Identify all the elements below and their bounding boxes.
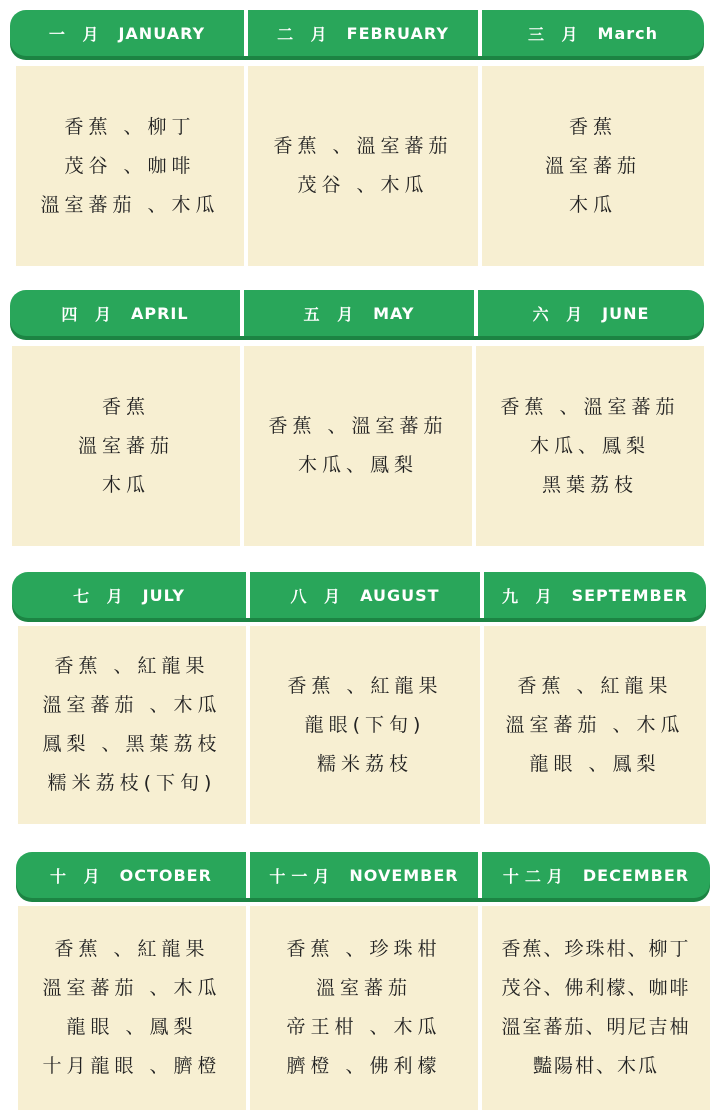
- month-cell-may: [244, 346, 472, 546]
- fruit-line: 香蕉 、紅龍果: [54, 938, 210, 960]
- fruit-line: 香蕉 、溫室蕃茄: [500, 395, 680, 418]
- fruit-line: 溫室蕃茄 、木瓜: [40, 193, 220, 216]
- month-en: JULY: [142, 585, 185, 605]
- month-cell-december: [482, 906, 710, 1110]
- month-cell-february: [248, 66, 478, 266]
- month-header: [10, 10, 244, 56]
- month-zh: 八 月: [290, 586, 347, 606]
- fruit-line: 溫室蕃茄: [544, 154, 641, 177]
- fruit-line: 香蕉 、珍珠柑: [286, 938, 442, 960]
- month-zh: 一 月: [48, 24, 105, 44]
- fruit-line: 糯米荔枝: [316, 752, 413, 775]
- header-bar: [16, 852, 710, 898]
- fruit-line: 溫室蕃茄: [315, 977, 412, 999]
- month-en: APRIL: [131, 303, 189, 323]
- fruit-line: 木瓜、鳳梨: [529, 434, 650, 457]
- month-header: [16, 852, 246, 898]
- month-header: [482, 10, 704, 56]
- month-cell-november: [250, 906, 478, 1110]
- month-header: [12, 572, 246, 618]
- fruit-line: 鳳梨 、黑葉荔枝: [42, 733, 222, 755]
- fruit-line: 香蕉 、紅龍果: [54, 655, 210, 677]
- fruit-line: 溫室蕃茄: [77, 434, 174, 457]
- month-cell-october: [18, 906, 246, 1110]
- fruit-line: 香蕉: [568, 115, 617, 138]
- month-header: [250, 572, 480, 618]
- fruit-line: 香蕉 、柳丁: [64, 115, 196, 138]
- fruit-line: 溫室蕃茄 、木瓜: [505, 713, 685, 736]
- fruit-line: 龍眼 、鳳梨: [529, 752, 661, 775]
- month-zh: 六 月: [532, 304, 589, 324]
- month-header: [248, 10, 478, 56]
- month-zh: 四 月: [61, 304, 117, 324]
- fruit-line: 溫室蕃茄 、木瓜: [42, 694, 222, 716]
- month-en: SEPTEMBER: [571, 585, 688, 605]
- header-bar: [10, 10, 704, 56]
- fruit-line: 茂谷 、木瓜: [297, 174, 429, 196]
- month-en: JUNE: [602, 303, 650, 323]
- month-cell-september: [484, 626, 706, 824]
- month-zh: 九 月: [502, 586, 558, 606]
- fruit-line: 龍眼(下旬): [304, 713, 426, 736]
- fruit-line: 香蕉 、溫室蕃茄: [268, 415, 448, 437]
- fruit-line: 溫室蕃茄 、木瓜: [42, 977, 222, 999]
- fruit-line: 茂谷、佛利檬、咖啡: [501, 977, 691, 999]
- fruit-line: 香蕉 、紅龍果: [287, 674, 443, 697]
- fruit-line: 臍橙 、佛利檬: [286, 1055, 442, 1077]
- fruit-line: 溫室蕃茄、明尼吉柚: [501, 1016, 691, 1038]
- header-bar: [12, 572, 706, 618]
- month-en: JANUARY: [118, 23, 206, 43]
- fruit-line: 香蕉 、溫室蕃茄: [273, 135, 453, 157]
- fruit-line: 木瓜: [568, 193, 617, 216]
- month-cell-march: [482, 66, 704, 266]
- month-en: NOVEMBER: [349, 865, 459, 885]
- month-header: [10, 290, 240, 336]
- month-en: March: [597, 23, 659, 43]
- month-header: [482, 852, 710, 898]
- month-zh: 五 月: [303, 304, 360, 324]
- month-zh: 十一月: [269, 866, 336, 886]
- fruit-line: 十月龍眼 、臍橙: [42, 1055, 222, 1077]
- fruit-line: 香蕉 、紅龍果: [517, 674, 673, 697]
- header-bar: [10, 290, 704, 336]
- fruit-line: 糯米荔枝(下旬): [47, 772, 217, 794]
- month-en: FEBRUARY: [346, 23, 449, 43]
- month-zh: 十二月: [502, 866, 569, 886]
- month-zh: 十 月: [50, 866, 106, 886]
- month-cell-april: [12, 346, 240, 546]
- fruit-line: 香蕉、珍珠柑、柳丁: [501, 938, 691, 960]
- month-header: [244, 290, 474, 336]
- fruit-line: 木瓜: [101, 473, 150, 496]
- month-header: [478, 290, 704, 336]
- month-cell-july: [18, 626, 246, 824]
- month-en: AUGUST: [360, 585, 440, 605]
- month-header: [250, 852, 478, 898]
- month-zh: 七 月: [73, 586, 129, 606]
- fruit-line: 豔陽柑、木瓜: [532, 1055, 659, 1077]
- month-zh: 二 月: [277, 24, 333, 44]
- fruit-line: 帝王柑 、木瓜: [286, 1016, 442, 1038]
- month-en: OCTOBER: [119, 865, 212, 885]
- month-header: [484, 572, 706, 618]
- month-en: DECEMBER: [582, 865, 690, 885]
- fruit-line: 木瓜、鳳梨: [297, 454, 418, 476]
- month-en: MAY: [373, 303, 415, 323]
- fruit-line: 黑葉荔枝: [541, 473, 638, 496]
- month-cell-june: [476, 346, 704, 546]
- fruit-line: 龍眼 、鳳梨: [66, 1016, 198, 1038]
- month-cell-august: [250, 626, 480, 824]
- month-zh: 三 月: [527, 24, 584, 44]
- fruit-line: 茂谷 、咖啡: [64, 154, 196, 177]
- fruit-line: 香蕉: [101, 395, 150, 418]
- month-cell-january: [16, 66, 244, 266]
